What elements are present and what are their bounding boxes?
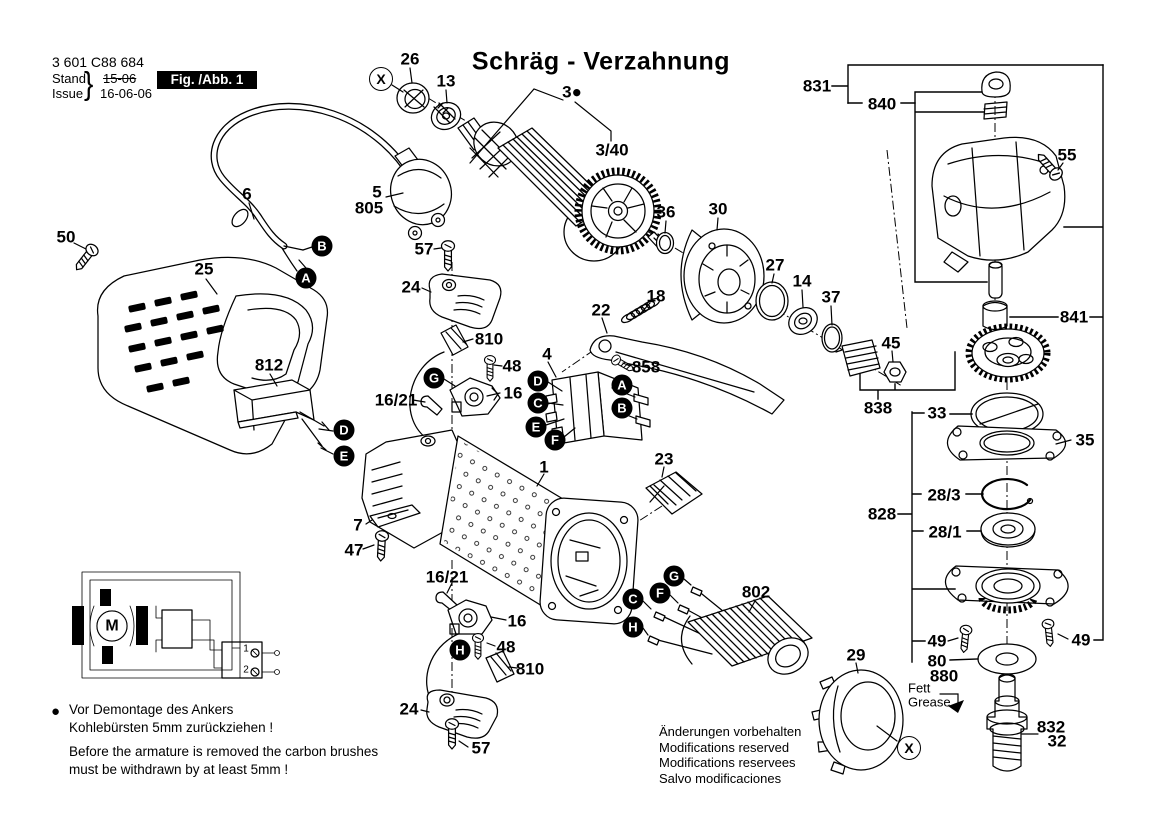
part-label-48: 48 [502,356,522,376]
issue-value: 16-06-06 [100,86,153,101]
pin-840 [989,262,1002,298]
pinion-45 [836,340,880,376]
part-label-33: 33 [927,403,947,423]
stand-value-struck: 15-06 [103,71,137,86]
callout-F: F [545,430,566,451]
cover-23 [646,472,702,514]
baffle-30 [681,229,764,323]
callout-C: C [623,589,644,610]
part-label-810: 810 [515,659,545,679]
part-label-831: 831 [802,76,832,96]
screw-49-left [958,625,972,653]
brush-holder-16-bottom [436,592,492,634]
screw-57-top [442,241,455,271]
callout-G: G [664,566,685,587]
callout-M: M [97,611,128,642]
callout-C: C [528,393,549,414]
part-label-1: 1 [539,457,549,477]
part-label-24: 24 [401,277,421,297]
note-german-line1: Vor Demontage des Ankers [69,702,234,717]
part-label-28/1: 28/1 [928,522,962,542]
armature-3 [434,103,668,261]
callout-F: F [650,583,671,604]
callout-D: D [528,371,549,392]
part-label-49: 49 [1071,630,1091,650]
issue-label: Issue [52,86,84,101]
callout-E: E [526,417,547,438]
part-label-26: 26 [400,49,420,69]
part-label-23: 23 [654,449,674,469]
modifications-line-es: Salvo modificaciones [659,770,782,786]
callout-H: H [623,617,644,638]
fan-cap-26 [397,83,429,113]
catalog-part-number: 3 601 C88 684 [52,54,144,70]
part-label-5: 5 [372,182,382,202]
note-english-line1: Before the armature is removed the carbon brushes [69,744,379,759]
screw-48-bottom [472,634,483,660]
motor-housing-1 [362,430,639,625]
callout-G: G [424,368,445,389]
note-german-line2: Kohlebürsten 5mm zurückziehen ! [69,720,274,735]
nut-838 [884,362,906,382]
part-label-50: 50 [56,227,76,247]
figure-label-badge: Fig. /Abb. 1 [157,71,257,89]
part-label-24: 24 [399,699,419,719]
washer-80 [978,644,1036,674]
callout-E: E [334,446,355,467]
spindle-832 [987,674,1027,771]
part-label-13: 13 [436,71,456,91]
part-label-28/3: 28/3 [927,485,961,505]
bearing-28-1 [981,513,1035,547]
stand-label: Stand [52,71,86,86]
oring-27 [756,282,788,320]
part-label-27: 27 [765,255,785,275]
callout-A: A [296,268,317,289]
part-label-812: 812 [254,355,284,375]
part-label-832: 832 [1036,717,1066,737]
part-label-30: 30 [708,199,728,219]
part-label-57: 57 [414,239,434,259]
part-label-14: 14 [792,271,812,291]
part-label-880: 880 [929,666,959,686]
part-label-16: 16 [507,611,527,631]
callout-A: A [612,375,633,396]
modifications-notice [659,724,801,786]
screw-50 [71,242,100,274]
part-label-810: 810 [474,329,504,349]
housing-cover-25 [98,257,328,454]
bearing-flange [945,566,1068,610]
callout-B: B [312,236,333,257]
schematic-terminal-2: 2 [243,664,249,676]
callout-B: B [612,398,633,419]
schematic-terminal-1: 1 [243,643,249,655]
part-label-838: 838 [863,398,893,418]
header-brace: } [84,65,94,102]
part-label-3/40: 3/40 [595,140,629,160]
part-label-3: 3● [562,82,582,102]
part-label-80: 80 [927,651,947,671]
part-label-840: 840 [867,94,897,114]
screw-48-top [484,356,495,382]
part-label-57: 57 [471,738,491,758]
part-label-841: 841 [1059,307,1089,327]
pin-16-21-top [421,396,442,415]
note-bullet: ● [51,703,61,720]
part-label-45: 45 [881,333,901,353]
screw-47 [374,530,389,561]
cap-nut-840 [982,72,1010,97]
callout-H: H [450,640,471,661]
part-label-7: 7 [353,515,363,535]
part-label-37: 37 [821,287,841,307]
part-label-22: 22 [591,300,611,320]
mains-plug [382,148,461,240]
brush-cover-24-top [429,274,501,328]
grease-label-en: Grease [908,694,951,710]
part-label-16/21: 16/21 [374,390,418,410]
modifications-line-de: Änderungen vorbehalten [659,724,802,739]
screw-49-right [1042,619,1056,647]
part-label-6: 6 [242,184,252,204]
part-label-36: 36 [656,202,676,222]
part-label-47: 47 [344,540,364,560]
part-label-802: 802 [741,582,771,602]
part-label-858: 858 [631,357,661,377]
part-label-16: 16 [503,383,523,403]
part-label-4: 4 [542,344,552,364]
field-802 [648,587,815,681]
part-label-29: 29 [846,645,866,665]
note-english-line2: must be withdrawn by at least 5mm ! [69,762,289,777]
part-label-16/21: 16/21 [425,567,469,587]
callout-X: X [897,736,921,760]
part-label-828: 828 [867,504,897,524]
washer-37 [822,324,842,352]
part-label-805: 805 [354,198,384,218]
gasket-35 [947,426,1065,460]
modifications-line-fr: Modifications reservees [659,755,796,770]
part-label-25: 25 [194,259,214,279]
part-label-49: 49 [927,631,947,651]
air-guide-ring-29 [812,670,903,774]
ring-36 [657,233,674,254]
part-label-48: 48 [496,637,516,657]
part-label-32: 32 [1047,731,1067,751]
bevel-gear [969,327,1047,379]
part-label-18: 18 [646,286,666,306]
grease-label-de: Fett [908,680,931,696]
part-label-35: 35 [1075,430,1095,450]
callout-X: X [369,67,393,91]
part-label-55: 55 [1057,145,1077,165]
callout-D: D [334,420,355,441]
modifications-line-en: Modifications reserved [659,739,790,755]
brush-cover-24-bottom [427,690,498,738]
page-title: Schräg - Verzahnung [471,47,731,76]
